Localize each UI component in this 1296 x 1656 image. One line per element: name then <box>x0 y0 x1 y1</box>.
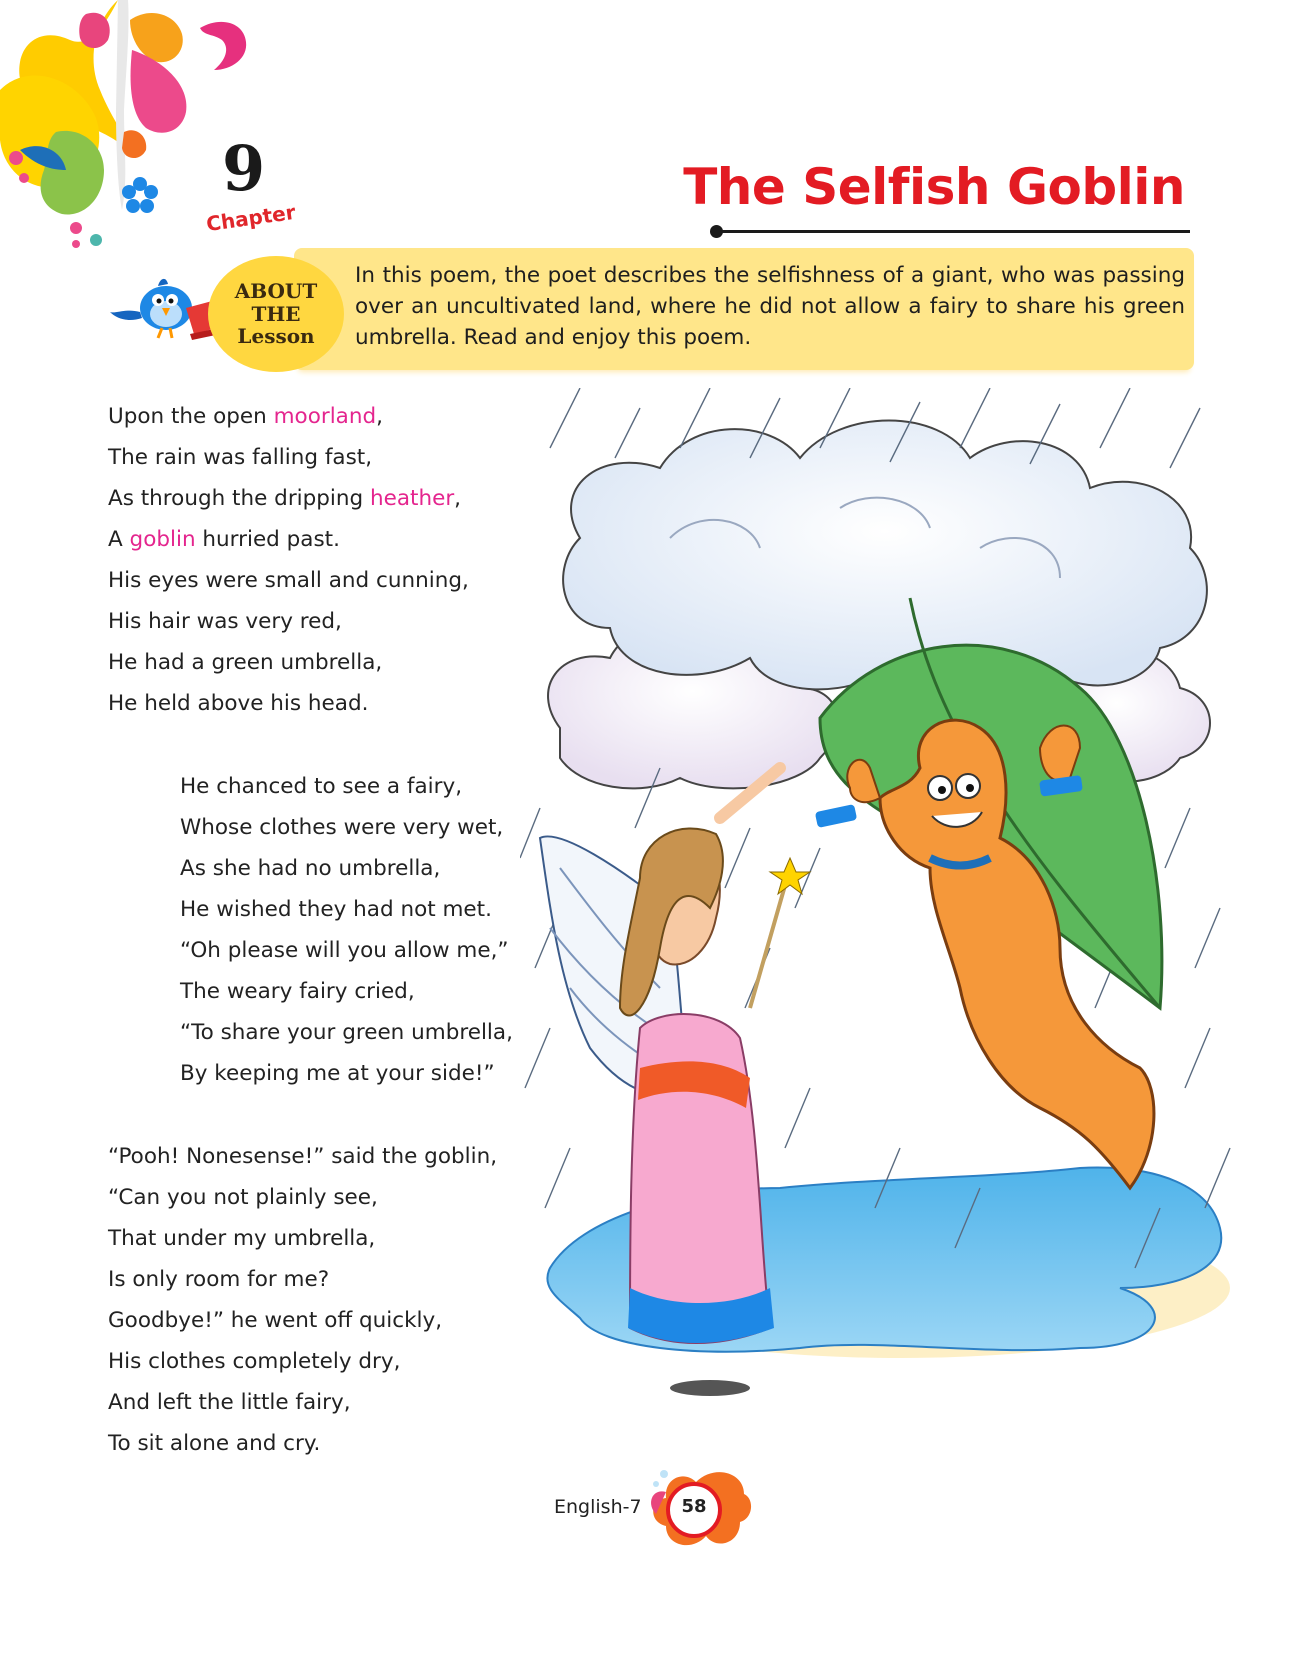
poem-line: “Oh please will you allow me,” <box>180 938 509 963</box>
poem-line: Upon the open moorland, <box>108 404 383 429</box>
poem-line: The weary fairy cried, <box>180 979 415 1004</box>
poem-line: A goblin hurried past. <box>108 527 340 552</box>
poem-stanza-2 <box>180 766 513 1094</box>
page-title: The Selfish Goblin <box>683 158 1185 216</box>
about-badge-line-3: Lesson <box>237 324 315 349</box>
about-badge-line-1: ABOUT <box>234 279 318 304</box>
poem-line: By keeping me at your side!” <box>180 1061 495 1086</box>
poem-line: “Can you not plainly see, <box>108 1185 378 1210</box>
poem-line: He wished they had not met. <box>180 897 492 922</box>
poem-line: To sit alone and cry. <box>108 1431 321 1456</box>
about-lesson-text: In this poem, the poet describes the selfishness of a giant, who was passing over an uncultivated land, where he did not allow a fairy to share his green umbrella. Read and enjoy this poem. <box>355 263 1185 350</box>
glossary-word: goblin <box>129 527 196 552</box>
glossary-word: moorland <box>273 404 377 429</box>
title-underline-dot <box>710 225 723 238</box>
poem-line: And left the little fairy, <box>108 1390 351 1415</box>
poem-line: He chanced to see a fairy, <box>180 774 463 799</box>
poem-line: As she had no umbrella, <box>180 856 441 881</box>
poem-line: As through the dripping heather, <box>108 486 462 511</box>
book-name: English-7 <box>554 1496 642 1518</box>
poem-line: “To share your green umbrella, <box>180 1020 513 1045</box>
poem-line: Is only room for me? <box>108 1267 330 1292</box>
page-number: 58 <box>681 1496 707 1517</box>
poem-line: Whose clothes were very wet, <box>180 815 504 840</box>
poem-line: He had a green umbrella, <box>108 650 383 675</box>
title-underline <box>718 230 1190 233</box>
poem-line: He held above his head. <box>108 691 369 716</box>
poem-stanza-1 <box>108 396 469 724</box>
poem-line: “Pooh! Nonesense!” said the goblin, <box>108 1144 498 1169</box>
poem-line: His clothes completely dry, <box>108 1349 401 1374</box>
poem-line: Goodbye!” he went off quickly, <box>108 1308 443 1333</box>
chapter-label: Chapter <box>204 199 297 237</box>
fairy-and-goblin-illustration <box>520 388 1260 1468</box>
poem-line: His eyes were small and cunning, <box>108 568 469 593</box>
glossary-word: heather <box>370 486 455 511</box>
poem-stanza-3 <box>108 1136 497 1464</box>
poem-line: That under my umbrella, <box>108 1226 376 1251</box>
about-the-lesson-badge <box>208 256 344 372</box>
about-badge-line-2: THE <box>251 301 301 326</box>
poem-line: His hair was very red, <box>108 609 342 634</box>
chapter-number: 9 <box>222 132 266 205</box>
poem-line: The rain was falling fast, <box>108 445 373 470</box>
